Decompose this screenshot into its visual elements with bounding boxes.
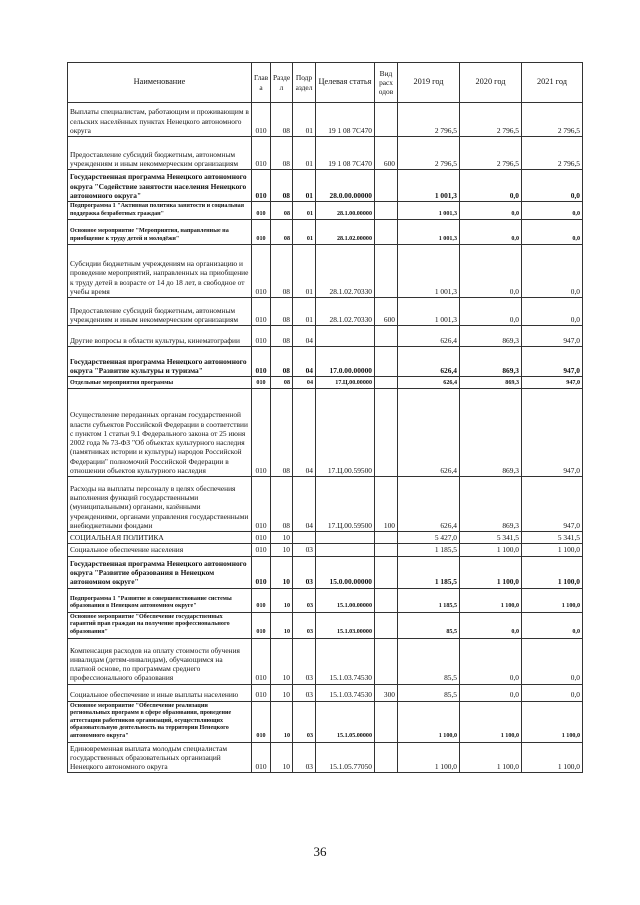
cell-pr: 01 <box>293 202 316 220</box>
header-name: Наименование <box>68 63 252 103</box>
header-cs: Целевая статья <box>316 63 375 103</box>
cell-gl: 010 <box>252 170 271 202</box>
cell-gl: 010 <box>252 347 271 377</box>
cell-2021: 0,0 <box>522 638 583 684</box>
cell-2020: 0,0 <box>460 202 522 220</box>
cell-vr <box>375 742 398 773</box>
cell-rz: 08 <box>271 298 293 326</box>
cell-cs: 19 1 08 7С470 <box>316 103 375 137</box>
cell-gl: 010 <box>252 377 271 389</box>
table-row <box>68 326 583 347</box>
cell-name: Подпрограмма 1 "Развитие и совершенствование системы образования в Ненецком автономном округе" <box>68 588 252 612</box>
cell-2021: 0,0 <box>522 245 583 298</box>
cell-2020: 0,0 <box>460 245 522 298</box>
cell-2020: 1 100,0 <box>460 544 522 556</box>
cell-vr <box>375 326 398 347</box>
cell-pr: 03 <box>293 544 316 556</box>
table-row <box>68 245 583 298</box>
cell-2021: 0,0 <box>522 612 583 638</box>
cell-rz: 10 <box>271 544 293 556</box>
cell-cs: 15.1.03.00000 <box>316 612 375 638</box>
cell-rz: 08 <box>271 220 293 245</box>
cell-2021: 947,0 <box>522 477 583 532</box>
cell-gl: 010 <box>252 389 271 477</box>
cell-vr: 300 <box>375 684 398 701</box>
cell-2020: 2 796,5 <box>460 137 522 170</box>
table-row <box>68 544 583 556</box>
cell-cs: 15.1.00.00000 <box>316 588 375 612</box>
table-row <box>68 638 583 684</box>
cell-gl: 010 <box>252 638 271 684</box>
cell-vr <box>375 377 398 389</box>
cell-2021: 947,0 <box>522 377 583 389</box>
cell-2019: 85,5 <box>398 612 460 638</box>
cell-rz: 08 <box>271 477 293 532</box>
cell-pr: 01 <box>293 298 316 326</box>
cell-2020: 869,3 <box>460 377 522 389</box>
cell-2020: 869,3 <box>460 389 522 477</box>
cell-2020: 0,0 <box>460 612 522 638</box>
cell-pr: 01 <box>293 220 316 245</box>
cell-2019: 626,4 <box>398 377 460 389</box>
cell-name: Выплаты специалистам, работающим и проживающим в сельских населённых пунктах Ненецкого автономного округа <box>68 103 252 137</box>
cell-name: Государственная программа Ненецкого автономного округа "Развитие образования в Ненецком автономном округе" <box>68 556 252 588</box>
cell-2021: 1 100,0 <box>522 701 583 742</box>
cell-pr: 01 <box>293 137 316 170</box>
cell-cs: 28.1.02.70330 <box>316 298 375 326</box>
header-pr: Подр аздел <box>293 63 316 103</box>
cell-2019: 2 796,5 <box>398 137 460 170</box>
cell-pr: 04 <box>293 389 316 477</box>
cell-2019: 2 796,5 <box>398 103 460 137</box>
cell-name: Социальное обеспечение населения <box>68 544 252 556</box>
cell-gl: 010 <box>252 220 271 245</box>
header-2021: 2021 год <box>522 63 583 103</box>
cell-cs: 17.0.00.00000 <box>316 347 375 377</box>
cell-2021: 0,0 <box>522 298 583 326</box>
cell-gl: 010 <box>252 326 271 347</box>
cell-pr: 04 <box>293 377 316 389</box>
cell-2019: 1 001,3 <box>398 170 460 202</box>
cell-pr <box>293 532 316 544</box>
cell-2019: 1 001,3 <box>398 298 460 326</box>
cell-gl: 010 <box>252 202 271 220</box>
cell-2020: 0,0 <box>460 298 522 326</box>
cell-rz: 08 <box>271 245 293 298</box>
cell-cs: 28.0.00.00000 <box>316 170 375 202</box>
cell-2021: 947,0 <box>522 389 583 477</box>
table-row <box>68 588 583 612</box>
cell-cs <box>316 544 375 556</box>
cell-2019: 1 001,3 <box>398 202 460 220</box>
cell-2019: 1 185,5 <box>398 544 460 556</box>
cell-name: Осуществление переданных органам государственной власти субъектов Российской Федерации в соответствии с пунктом 1 статьи 9.1 Федерального закона от 25 июня 2002 года № 73-ФЗ "Об объектах культурного наследия (памятниках истории и культуры) народов Российской Федерации" полномочий Российской Федерации в отношении объектов культурного наследия <box>68 389 252 477</box>
cell-2020: 1 100,0 <box>460 556 522 588</box>
cell-name: Расходы на выплаты персоналу в целях обеспечения выполнения функций государственными (муниципальными) органами, казёнными учреждениями, органами управления государственными внебюджетными фондами <box>68 477 252 532</box>
cell-cs: 28.1.00.00000 <box>316 202 375 220</box>
cell-vr <box>375 612 398 638</box>
cell-2020: 1 100,0 <box>460 701 522 742</box>
cell-vr <box>375 220 398 245</box>
cell-gl: 010 <box>252 742 271 773</box>
cell-name: Другие вопросы в области культуры, кинематографии <box>68 326 252 347</box>
cell-2019: 85,5 <box>398 638 460 684</box>
cell-2020: 2 796,5 <box>460 103 522 137</box>
cell-rz: 10 <box>271 638 293 684</box>
cell-name: Отдельные мероприятия программы <box>68 377 252 389</box>
cell-pr: 03 <box>293 612 316 638</box>
cell-2019: 1 001,3 <box>398 245 460 298</box>
cell-pr: 03 <box>293 742 316 773</box>
cell-vr <box>375 347 398 377</box>
cell-2021: 0,0 <box>522 684 583 701</box>
cell-pr: 03 <box>293 588 316 612</box>
cell-name: Предоставление субсидий бюджетным, автономным учреждениям и иным некоммерческим организациям <box>68 298 252 326</box>
cell-cs: 28.1.02.00000 <box>316 220 375 245</box>
cell-2020: 1 100,0 <box>460 588 522 612</box>
table-row <box>68 220 583 245</box>
cell-2021: 0,0 <box>522 202 583 220</box>
cell-vr <box>375 556 398 588</box>
cell-2021: 2 796,5 <box>522 137 583 170</box>
cell-rz: 08 <box>271 347 293 377</box>
cell-cs: 15.1.03.74530 <box>316 684 375 701</box>
cell-gl: 010 <box>252 684 271 701</box>
cell-rz: 10 <box>271 684 293 701</box>
cell-2021: 0,0 <box>522 170 583 202</box>
cell-2020: 0,0 <box>460 684 522 701</box>
header-vr: Вид расх одов <box>375 63 398 103</box>
cell-rz: 08 <box>271 202 293 220</box>
cell-pr: 03 <box>293 638 316 684</box>
cell-vr <box>375 170 398 202</box>
cell-cs: 15.1.05.77050 <box>316 742 375 773</box>
cell-rz: 10 <box>271 701 293 742</box>
cell-name: Компенсация расходов на оплату стоимости обучения инвалидам (детям-инвалидам), обучающимся на платной основе, по программам среднего профессионального образования <box>68 638 252 684</box>
cell-cs: 28.1.02.70330 <box>316 245 375 298</box>
cell-vr: 100 <box>375 477 398 532</box>
cell-cs: 17.Ц.00.59500 <box>316 477 375 532</box>
cell-gl: 010 <box>252 103 271 137</box>
cell-name: Основное мероприятие "Обеспечение государственных гарантий прав граждан на получение профессионального образования" <box>68 612 252 638</box>
cell-name: Подпрограмма 1 "Активная политика занятости и социальная поддержка безработных граждан" <box>68 202 252 220</box>
cell-pr: 03 <box>293 701 316 742</box>
cell-gl: 010 <box>252 477 271 532</box>
table-row <box>68 556 583 588</box>
table-row <box>68 742 583 773</box>
cell-name: Предоставление субсидий бюджетным, автономным учреждениям и иным некоммерческим организациям <box>68 137 252 170</box>
cell-rz: 10 <box>271 532 293 544</box>
cell-2019: 1 100,0 <box>398 742 460 773</box>
table-header-row <box>68 63 583 103</box>
cell-2021: 1 100,0 <box>522 742 583 773</box>
cell-rz: 10 <box>271 588 293 612</box>
cell-rz: 10 <box>271 742 293 773</box>
header-2019: 2019 год <box>398 63 460 103</box>
cell-name: СОЦИАЛЬНАЯ ПОЛИТИКА <box>68 532 252 544</box>
cell-gl: 010 <box>252 556 271 588</box>
table-row <box>68 612 583 638</box>
cell-pr: 01 <box>293 245 316 298</box>
cell-2019: 1 001,3 <box>398 220 460 245</box>
table-row <box>68 477 583 532</box>
cell-2019: 1 185,5 <box>398 556 460 588</box>
cell-gl: 010 <box>252 544 271 556</box>
cell-2019: 1 100,0 <box>398 701 460 742</box>
cell-2019: 85,5 <box>398 684 460 701</box>
cell-2021: 5 341,5 <box>522 532 583 544</box>
cell-pr: 01 <box>293 170 316 202</box>
cell-rz: 08 <box>271 389 293 477</box>
cell-vr <box>375 544 398 556</box>
cell-vr <box>375 701 398 742</box>
cell-2019: 626,4 <box>398 477 460 532</box>
cell-2021: 947,0 <box>522 347 583 377</box>
cell-cs: 17.Ц.00.59500 <box>316 389 375 477</box>
cell-gl: 010 <box>252 137 271 170</box>
cell-pr: 01 <box>293 103 316 137</box>
cell-2021: 1 100,0 <box>522 588 583 612</box>
table-row <box>68 298 583 326</box>
budget-table <box>67 62 583 773</box>
cell-rz: 10 <box>271 612 293 638</box>
cell-cs: 15.1.03.74530 <box>316 638 375 684</box>
cell-2019: 626,4 <box>398 347 460 377</box>
cell-2020: 0,0 <box>460 638 522 684</box>
cell-rz: 10 <box>271 556 293 588</box>
cell-cs: 15.1.05.00000 <box>316 701 375 742</box>
cell-name: Единовременная выплата молодым специалистам государственных образовательных организаций Ненецкого автономного округа <box>68 742 252 773</box>
cell-2020: 0,0 <box>460 220 522 245</box>
cell-vr <box>375 532 398 544</box>
header-gl: Глав а <box>252 63 271 103</box>
cell-rz: 08 <box>271 377 293 389</box>
page-number: 36 <box>313 844 327 859</box>
table-row <box>68 137 583 170</box>
cell-rz: 08 <box>271 137 293 170</box>
cell-2021: 0,0 <box>522 220 583 245</box>
table-row <box>68 103 583 137</box>
cell-rz: 08 <box>271 103 293 137</box>
cell-vr: 600 <box>375 137 398 170</box>
table-row <box>68 347 583 377</box>
cell-vr <box>375 245 398 298</box>
cell-2019: 1 185,5 <box>398 588 460 612</box>
cell-vr <box>375 638 398 684</box>
table-row <box>68 170 583 202</box>
cell-gl: 010 <box>252 532 271 544</box>
cell-cs <box>316 326 375 347</box>
cell-pr: 03 <box>293 684 316 701</box>
cell-2020: 869,3 <box>460 347 522 377</box>
header-rz: Разде л <box>271 63 293 103</box>
table-row <box>68 389 583 477</box>
cell-2021: 947,0 <box>522 326 583 347</box>
table-row <box>68 202 583 220</box>
cell-gl: 010 <box>252 612 271 638</box>
cell-cs: 19 1 08 7С470 <box>316 137 375 170</box>
cell-2020: 5 341,5 <box>460 532 522 544</box>
cell-name: Основное мероприятие "Обеспечение реализации региональных программ в сфере образования, проведение аттестации работников организаций, осуществляющих образовательную деятельность на территории Ненецкого автономного округа" <box>68 701 252 742</box>
cell-gl: 010 <box>252 588 271 612</box>
cell-pr: 04 <box>293 326 316 347</box>
table-row <box>68 701 583 742</box>
cell-rz: 08 <box>271 170 293 202</box>
cell-2021: 1 100,0 <box>522 556 583 588</box>
cell-gl: 010 <box>252 245 271 298</box>
cell-cs <box>316 532 375 544</box>
cell-vr: 600 <box>375 298 398 326</box>
cell-2020: 0,0 <box>460 170 522 202</box>
cell-name: Государственная программа Ненецкого автономного округа "Содействие занятости населения Ненецкого автономного округа" <box>68 170 252 202</box>
cell-2020: 1 100,0 <box>460 742 522 773</box>
table-body <box>68 103 583 773</box>
cell-gl: 010 <box>252 298 271 326</box>
cell-vr <box>375 103 398 137</box>
cell-pr: 04 <box>293 347 316 377</box>
cell-2021: 1 100,0 <box>522 544 583 556</box>
cell-pr: 03 <box>293 556 316 588</box>
cell-vr <box>375 588 398 612</box>
table-row <box>68 684 583 701</box>
table-row <box>68 377 583 389</box>
cell-vr <box>375 202 398 220</box>
cell-2020: 869,3 <box>460 326 522 347</box>
cell-cs: 17.Ц.00.00000 <box>316 377 375 389</box>
cell-gl: 010 <box>252 701 271 742</box>
header-2020: 2020 год <box>460 63 522 103</box>
cell-pr: 04 <box>293 477 316 532</box>
cell-name: Государственная программа Ненецкого автономного округа "Развитие культуры и туризма" <box>68 347 252 377</box>
cell-2021: 2 796,5 <box>522 103 583 137</box>
cell-rz: 08 <box>271 326 293 347</box>
table-row <box>68 532 583 544</box>
cell-2019: 626,4 <box>398 389 460 477</box>
cell-name: Субсидии бюджетным учреждениям на организацию и проведение мероприятий, направленных на приобщение к труду детей в возрасте от 14 до 18 лет, в свободное от учебы время <box>68 245 252 298</box>
cell-2019: 5 427,0 <box>398 532 460 544</box>
cell-2020: 869,3 <box>460 477 522 532</box>
cell-name: Социальное обеспечение и иные выплаты населению <box>68 684 252 701</box>
cell-name: Основное мероприятие "Мероприятия, направленные на приобщение к труду детей и молодёжи" <box>68 220 252 245</box>
cell-2019: 626,4 <box>398 326 460 347</box>
cell-vr <box>375 389 398 477</box>
cell-cs: 15.0.00.00000 <box>316 556 375 588</box>
